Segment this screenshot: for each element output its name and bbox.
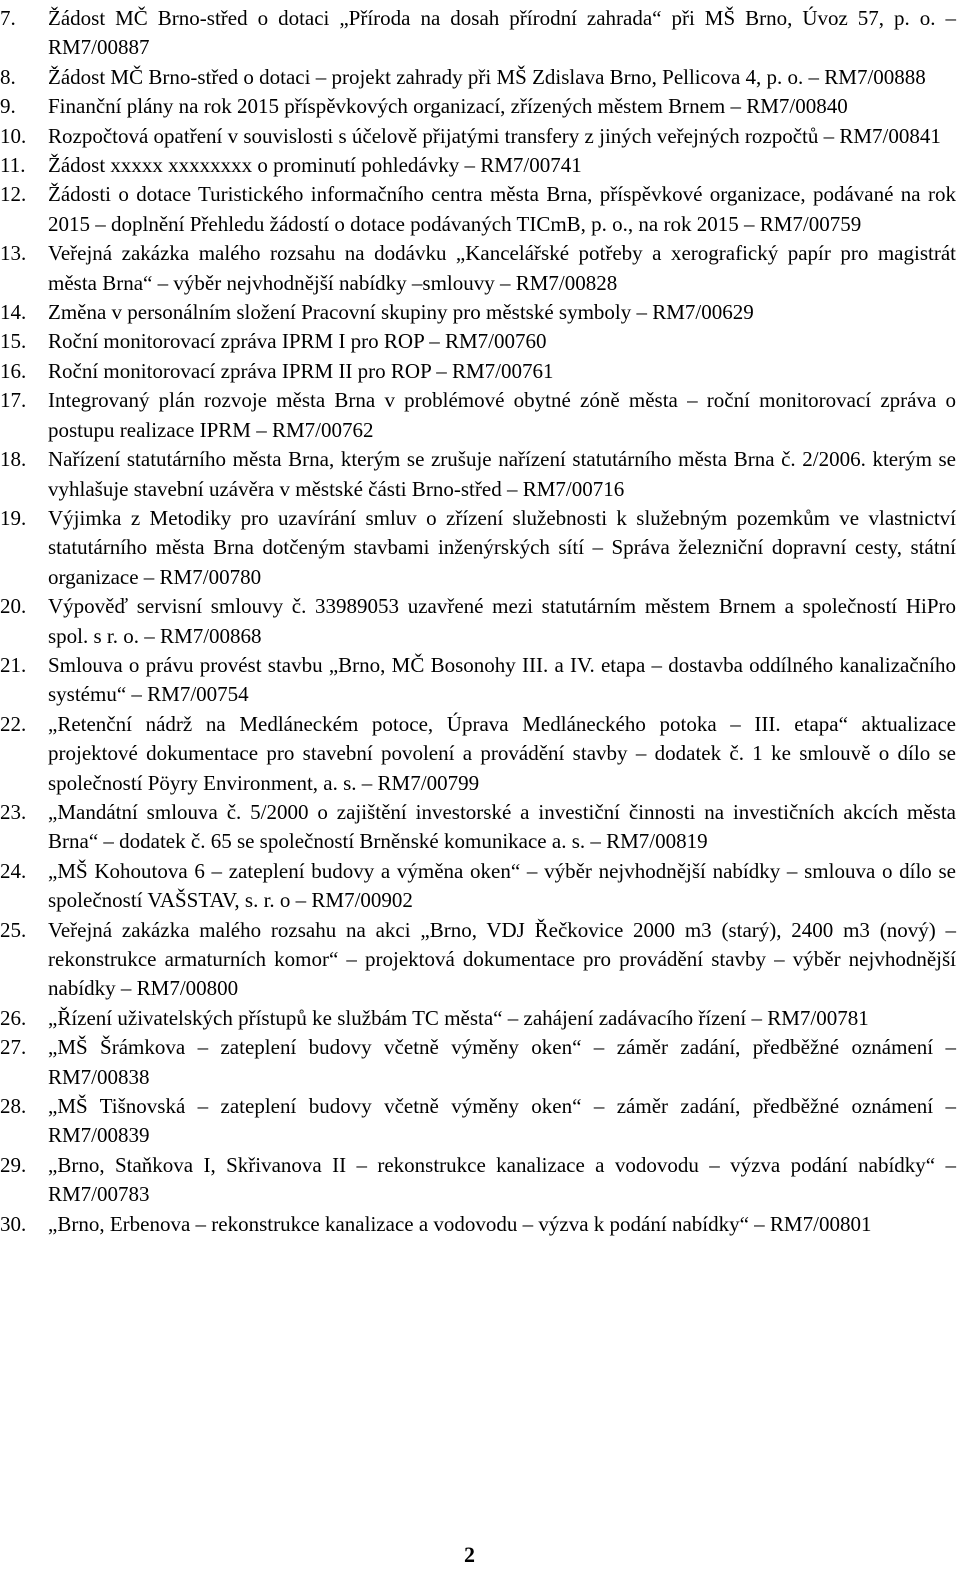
item-number: 21.: [0, 652, 27, 677]
item-text: „Brno, Staňkova I, Skřivanova II – rekonstrukce kanalizace a vodovodu – výzva podání nabídky“ – RM7/00783: [48, 1152, 956, 1207]
item-text: Výjimka z Metodiky pro uzavírání smluv o zřízení služebnosti k služebným pozemkům ve vlastnictví statutárního města Brna dotčeným stavbami inženýrských sítí – Správa železniční dopravní cesty, státní organizace – RM7/00780: [48, 505, 956, 589]
item-text: „Řízení uživatelských přístupů ke službám TC města“ – zahájení zadávacího řízení – RM7/00781: [48, 1005, 869, 1030]
item-number: 13.: [0, 241, 27, 266]
agenda-item: [0, 1004, 956, 1033]
agenda-item: [0, 63, 956, 92]
item-number: 9.: [0, 94, 16, 119]
agenda-item: [0, 504, 956, 592]
agenda-item: [0, 445, 956, 504]
item-number: 24.: [0, 858, 27, 883]
item-text: Výpověď servisní smlouvy č. 33989053 uzavřené mezi statutárním městem Brnem a společností HiPro spol. s r. o. – RM7/00868: [48, 594, 956, 648]
agenda-item: [0, 4, 956, 63]
item-text: Roční monitorovací zpráva IPRM I pro ROP – RM7/00760: [48, 329, 547, 354]
item-text: Finanční plány na rok 2015 příspěvkových organizací, zřízených městem Brnem – RM7/00840: [48, 94, 848, 119]
agenda-item: [0, 1033, 956, 1092]
item-number: 16.: [0, 358, 27, 383]
agenda-item: [0, 92, 956, 121]
item-text: Veřejná zakázka malého rozsahu na akci „Brno, VDJ Řečkovice 2000 m3 (starý), 2400 m3 (nový) – rekonstrukce armaturních komor“ – projektová dokumentace pro provádění stavby – výběr nejvhodnější nabídky – RM7/00800: [48, 917, 956, 1001]
item-number: 22.: [0, 711, 27, 736]
item-number: 8.: [0, 64, 16, 89]
item-number: 23.: [0, 799, 27, 824]
item-text: Žádost MČ Brno-střed o dotaci – projekt zahrady při MŠ Zdislava Brno, Pellicova 4, p. o. – RM7/00888: [48, 64, 926, 89]
item-number: 29.: [0, 1152, 27, 1177]
agenda-item: [0, 710, 956, 798]
agenda-item: [0, 592, 956, 651]
item-number: 17.: [0, 388, 27, 413]
item-number: 19.: [0, 505, 27, 530]
item-number: 27.: [0, 1035, 27, 1060]
item-text: „MŠ Šrámkova – zateplení budovy včetně výměny oken“ – záměr zadání, předběžné oznámení – RM7/00838: [48, 1035, 956, 1089]
item-text: Integrovaný plán rozvoje města Brna v problémové obytné zóně města – roční monitorovací zpráva o postupu realizace IPRM – RM7/00762: [48, 388, 956, 442]
item-text: Změna v personálním složení Pracovní skupiny pro městské symboly – RM7/00629: [48, 300, 754, 325]
item-text: „MŠ Kohoutova 6 – zateplení budovy a výměna oken“ – výběr nejvhodnější nabídky – smlouva o dílo se společností VAŠSTAV, s. r. o – RM7/00902: [48, 858, 956, 913]
item-number: 26.: [0, 1005, 27, 1030]
item-text: Žádost xxxxx xxxxxxxx o prominutí pohledávky – RM7/00741: [48, 153, 582, 178]
item-text: „Brno, Erbenova – rekonstrukce kanalizace a vodovodu – výzva k podání nabídky“ – RM7/00801: [48, 1211, 872, 1236]
page-number: 2: [464, 1542, 475, 1567]
agenda-item: [0, 1092, 956, 1151]
agenda-item: [0, 386, 956, 445]
item-text: „Retenční nádrž na Medláneckém potoce, Úprava Medláneckého potoka – III. etapa“ aktualizace projektové dokumentace pro stavební povolení a provádění stavby – dodatek č. 1 ke smlouvě o dílo se společností Pöyry Environment, a. s. – RM7/00799: [48, 711, 956, 795]
agenda-item: [0, 122, 956, 151]
agenda-item: [0, 180, 956, 239]
agenda-item: [0, 1210, 956, 1239]
item-text: Rozpočtová opatření v souvislosti s účelově přijatými transfery z jiných veřejných rozpočtů – RM7/00841: [48, 123, 941, 148]
agenda-item: [0, 239, 956, 298]
item-text: Nařízení statutárního města Brna, kterým se zrušuje nařízení statutárního města Brna č. 2/2006. kterým se vyhlašuje stavební uzávěra v městské části Brno-střed – RM7/00716: [48, 447, 956, 501]
agenda-list: [0, 4, 956, 1239]
item-number: 11.: [0, 153, 26, 178]
agenda-item: [0, 151, 956, 180]
item-number: 7.: [0, 6, 16, 30]
item-number: 12.: [0, 182, 27, 207]
item-text: Veřejná zakázka malého rozsahu na dodávku „Kancelářské potřeby a xerografický papír pro magistrát města Brna“ – výběr nejvhodnější nabídky –smlouvy – RM7/00828: [48, 241, 956, 295]
agenda-item: [0, 327, 956, 356]
item-number: 10.: [0, 123, 27, 148]
item-text: Smlouva o právu provést stavbu „Brno, MČ Bosonohy III. a IV. etapa – dostavba oddílného kanalizačního systému“ – RM7/00754: [48, 652, 956, 707]
item-text: Roční monitorovací zpráva IPRM II pro ROP – RM7/00761: [48, 358, 554, 383]
item-number: 28.: [0, 1094, 27, 1119]
agenda-item: [0, 651, 956, 710]
agenda-item: [0, 298, 956, 327]
item-text: Žádost MČ Brno-střed o dotaci „Příroda na dosah přírodní zahrada“ při MŠ Brno, Úvoz 57, p. o. – RM7/00887: [48, 6, 956, 60]
item-text: Žádosti o dotace Turistického informačního centra města Brna, příspěvkové organizace, podávané na rok 2015 – doplnění Přehledu žádostí o dotace podávaných TICmB, p. o., na rok 2015 – RM7/00759: [48, 182, 956, 236]
agenda-item: [0, 916, 956, 1004]
item-number: 15.: [0, 329, 27, 354]
agenda-item: [0, 798, 956, 857]
item-text: „MŠ Tišnovská – zateplení budovy včetně výměny oken“ – záměr zadání, předběžné oznámení – RM7/00839: [48, 1094, 956, 1148]
agenda-item: [0, 857, 956, 916]
agenda-item: [0, 1151, 956, 1210]
item-number: 14.: [0, 300, 27, 325]
item-number: 20.: [0, 594, 27, 619]
agenda-item: [0, 357, 956, 386]
item-number: 25.: [0, 917, 27, 942]
item-text: „Mandátní smlouva č. 5/2000 o zajištění investorské a investiční činnosti na investičních akcích města Brna“ – dodatek č. 65 se společností Brněnské komunikace a. s. – RM7/00819: [48, 799, 956, 854]
item-number: 30.: [0, 1211, 27, 1236]
item-number: 18.: [0, 447, 27, 472]
